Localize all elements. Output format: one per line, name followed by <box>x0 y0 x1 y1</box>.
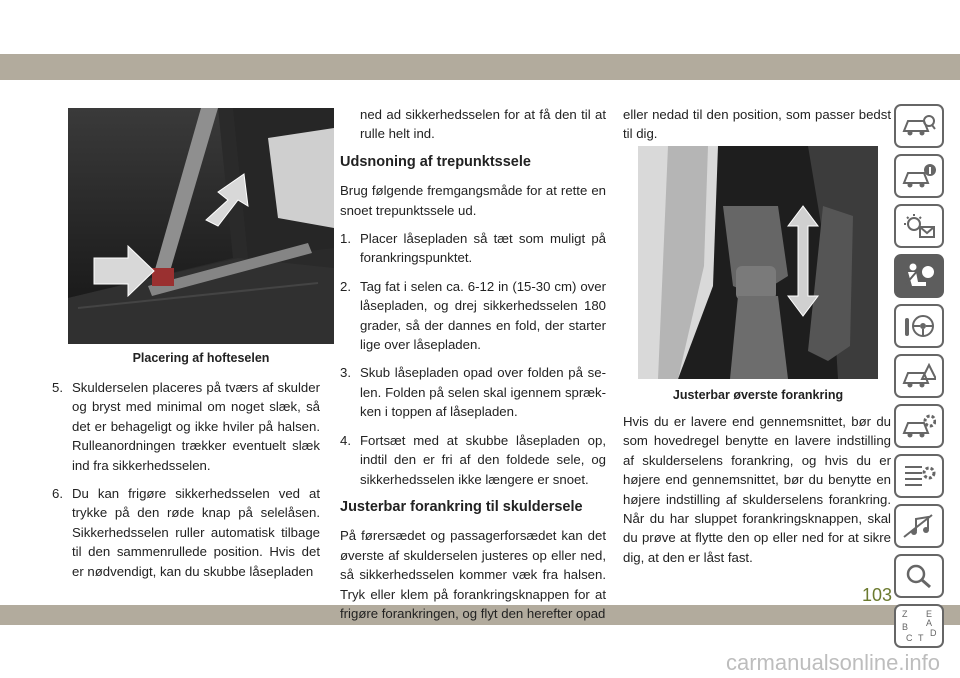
caption-right: Justerbar øverste forankring <box>672 388 844 402</box>
list-text: Placer låsepladen så tæt som muligt på forankringspunktet. <box>360 231 606 266</box>
tab-specifications[interactable] <box>894 454 944 498</box>
list-text: Skulderselen placeres på tværs af skulder og bryst med minimal om noget slæk, så det er behageligt og ikke hviler på halsen. Rulleanordningen trækker eventuelt slæk ind fra sikkerhedsselen. <box>72 380 320 473</box>
list-item <box>340 363 606 421</box>
caption-left: Placering af hofteselen <box>132 351 270 365</box>
index-letter: B <box>902 622 909 632</box>
index-letter: E <box>926 609 933 619</box>
car-info-icon <box>902 163 936 189</box>
tab-car-search[interactable] <box>894 104 944 148</box>
middle-column <box>340 105 606 632</box>
index-letter: Z <box>902 609 908 619</box>
list-item <box>340 431 606 489</box>
index-letter: D <box>930 628 937 638</box>
header-band <box>0 54 960 80</box>
page-number: 103 <box>861 585 892 605</box>
anchor-paragraph: På førersædet og passagerforsædet kan det øverste af skulderselen justeres op eller ned, så sikkerhedsselen kommer væk fra halsen. Tryk eller klem på forankringsknappen for at frigøre forankringen, og flyt den herefter opad <box>340 528 606 621</box>
list-number: 2. <box>340 278 351 294</box>
roadside-warning-icon <box>902 363 936 389</box>
continued-text: eller nedad til den position, som passer bedst til dig. <box>623 107 891 142</box>
tab-search[interactable] <box>894 554 944 598</box>
index-letter: A <box>926 618 933 628</box>
lap-belt-photo <box>68 108 334 344</box>
height-paragraph: Hvis du er lavere end gennemsnittet, bør du som hovedregel benytte en lavere indstilling af skulderselens forankring, og hvis du er højere end gennemsnittet, bør du benytte en højere indstilling af skulderselens forankring. Når du har sluppet forankringsknappen, skal du prøve at flytte den op eller ned for at sikre dig, at den er låst fast. <box>623 414 891 565</box>
list-number: 1. <box>340 231 351 247</box>
intro-paragraph: Brug følgende fremgangsmåde for at rette en snoet trepunktssele ud. <box>340 183 606 218</box>
list-item <box>52 378 320 475</box>
heading-adjustable-anchor: Justerbar forankring til skuldersele <box>340 498 583 515</box>
tab-index[interactable] <box>894 604 944 648</box>
list-item <box>340 277 606 355</box>
list-text: Du kan frigøre sikkerhedsselen ved at trykke på den røde knap på selelåsen. Sikkerhedsselen ruller automatisk tilbage til den sammenrullede position. Hvis det er nødvendigt, kan du skubbe låsepladen <box>72 486 320 579</box>
list-number: 3. <box>340 365 351 381</box>
continued-text: ned ad sikkerhedsselen for at få den til at rulle helt ind. <box>360 107 606 142</box>
list-item <box>52 484 320 581</box>
heading-untwisting: Udsnoning af trepunktssele <box>340 153 531 170</box>
right-column-bottom <box>623 412 891 576</box>
list-text: Fortsæt med at skubbe låsepladen op, indtil den er fri af den foldede sele, og sikkerhedsselen ikke længere er snoet. <box>360 432 606 487</box>
tab-car-info[interactable] <box>894 154 944 198</box>
tab-safety[interactable] <box>894 254 944 298</box>
steering-wheel-icon <box>902 312 936 340</box>
magnifier-icon <box>902 563 936 589</box>
list-item <box>340 229 606 268</box>
footer-watermark: carmanualsonline.info <box>725 650 940 675</box>
spec-list-icon <box>902 463 936 489</box>
list-number: 5. <box>52 380 63 395</box>
index-letter: T <box>918 633 924 643</box>
list-number: 4. <box>340 432 351 448</box>
chapter-tabs <box>894 104 944 654</box>
upper-anchor-photo <box>638 146 878 379</box>
tab-maintenance[interactable] <box>894 404 944 448</box>
warning-light-icon <box>902 213 936 239</box>
airbag-seat-icon <box>902 262 936 290</box>
left-column <box>52 378 320 590</box>
tab-roadside[interactable] <box>894 354 944 398</box>
music-note-icon <box>902 513 936 539</box>
index-letter: C <box>906 633 913 643</box>
car-service-icon <box>902 413 936 439</box>
tab-multimedia[interactable] <box>894 504 944 548</box>
list-text: Tag fat i selen ca. 6-12 in (15-30 cm) over låsepladen, og drej sikkerhedsselen 180 grader, så der dannes en fold, der starter lige over låsepladen. <box>360 278 606 353</box>
list-number: 6. <box>52 486 63 502</box>
tab-steering-wheel[interactable] <box>894 304 944 348</box>
tab-warning-lights[interactable] <box>894 204 944 248</box>
car-search-icon <box>902 113 936 139</box>
list-text: Skub låsepladen opad over folden på se-len. Folden på selen skal igennem spræk-ken i toppen af låsepladen. <box>360 365 606 420</box>
